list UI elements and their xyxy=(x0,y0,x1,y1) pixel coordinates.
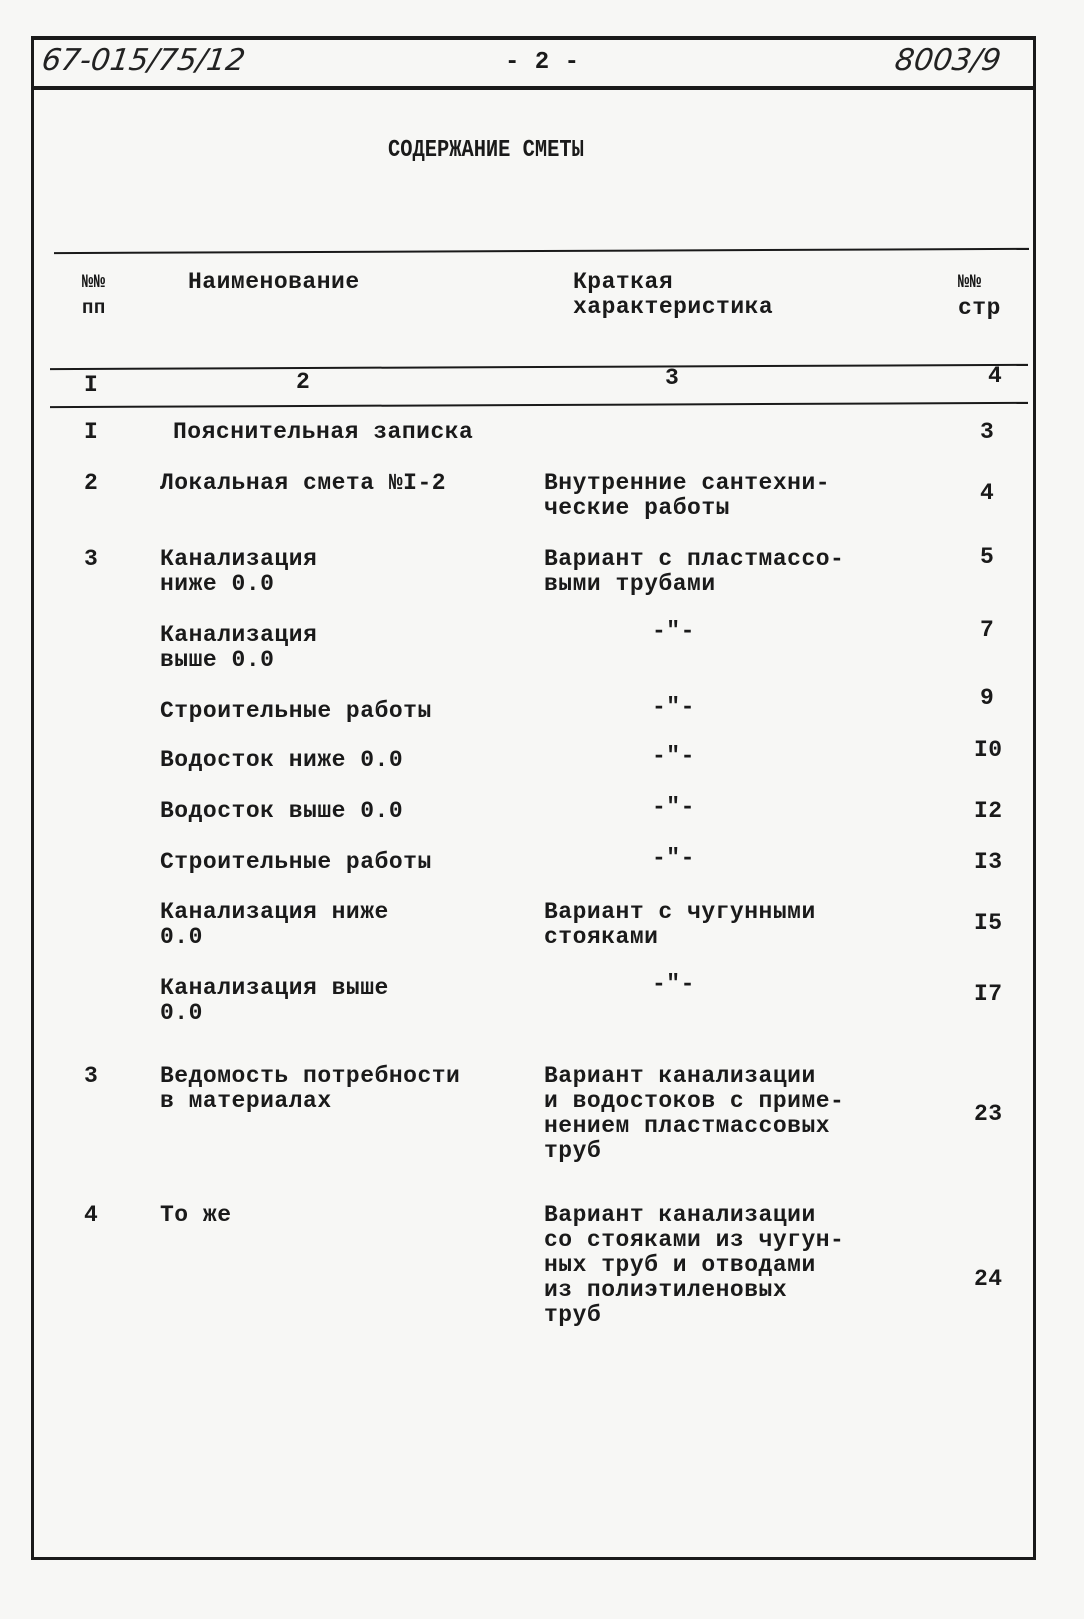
row-description: со стояками из чугун- xyxy=(544,1227,845,1253)
row-number: 3 xyxy=(84,546,99,572)
page-number: - 2 - xyxy=(505,49,580,76)
page-title: СОДЕРЖАНИЕ СМЕТЫ xyxy=(388,137,584,164)
column-index: 3 xyxy=(665,365,680,391)
row-number: 4 xyxy=(84,1202,99,1228)
row-page: 5 xyxy=(980,544,995,570)
row-name: 0.0 xyxy=(160,1000,203,1026)
column-header-desc: Краткая xyxy=(573,269,674,295)
row-name: выше 0.0 xyxy=(160,647,275,673)
row-description: выми трубами xyxy=(544,571,716,597)
ditto-mark: -"- xyxy=(652,618,695,644)
row-page: I5 xyxy=(974,910,1003,936)
ditto-mark: -"- xyxy=(652,794,695,820)
row-name: Водосток ниже 0.0 xyxy=(160,747,404,773)
row-page: 23 xyxy=(974,1101,1003,1127)
row-page: I7 xyxy=(974,981,1003,1007)
row-page: I2 xyxy=(974,798,1003,824)
row-name: ниже 0.0 xyxy=(160,571,275,597)
row-name: Ведомость потребности xyxy=(160,1063,461,1089)
row-description: ческие работы xyxy=(544,495,730,521)
row-number: 2 xyxy=(84,470,99,496)
row-name: Канализация xyxy=(160,622,318,648)
ditto-mark: -"- xyxy=(652,845,695,871)
row-page: 7 xyxy=(980,617,995,643)
row-name: 0.0 xyxy=(160,924,203,950)
row-page: 4 xyxy=(980,480,995,506)
row-description: Вариант с чугунными xyxy=(544,899,816,925)
row-name: Канализация xyxy=(160,546,318,572)
row-page: I0 xyxy=(974,737,1003,763)
row-description: Вариант канализации xyxy=(544,1202,816,1228)
row-page: 9 xyxy=(980,685,995,711)
row-name: Канализация выше xyxy=(160,975,389,1001)
row-number: I xyxy=(84,419,99,445)
row-description: Вариант канализации xyxy=(544,1063,816,1089)
archive-number: 8003/9 xyxy=(892,43,1004,78)
row-description: нением пластмассовых xyxy=(544,1113,831,1139)
row-name: Водосток выше 0.0 xyxy=(160,798,404,824)
row-name: Пояснительная записка xyxy=(173,419,474,445)
column-header-page: №№ xyxy=(958,271,982,293)
row-description: труб xyxy=(544,1138,602,1164)
row-description: Внутренние сантехни- xyxy=(544,470,831,496)
column-index: I xyxy=(84,372,99,398)
row-page: 3 xyxy=(980,419,995,445)
row-description: ных труб и отводами xyxy=(544,1252,816,1278)
row-description: Вариант с пластмассо- xyxy=(544,546,845,572)
row-name: Строительные работы xyxy=(160,698,432,724)
column-index: 2 xyxy=(296,369,311,395)
row-description: и водостоков с приме- xyxy=(544,1088,845,1114)
column-header-page: стр xyxy=(958,295,1001,321)
column-header-num: №№ xyxy=(82,271,106,293)
row-number: 3 xyxy=(84,1063,99,1089)
row-name: Локальная смета №I-2 xyxy=(160,470,447,496)
ditto-mark: -"- xyxy=(652,743,695,769)
ditto-mark: -"- xyxy=(652,971,695,997)
row-name: Строительные работы xyxy=(160,849,432,875)
column-header-num: пп xyxy=(82,297,106,319)
column-header-desc: характеристика xyxy=(573,294,774,320)
row-page: I3 xyxy=(974,849,1003,875)
row-description: из полиэтиленовых xyxy=(544,1277,788,1303)
row-description: труб xyxy=(544,1302,602,1328)
row-name: Канализация ниже xyxy=(160,899,389,925)
document-code: 67-015/75/12 xyxy=(39,43,248,78)
row-name: То же xyxy=(160,1202,232,1228)
header-divider xyxy=(31,86,1036,90)
column-index: 4 xyxy=(988,363,1003,389)
row-name: в материалах xyxy=(160,1088,332,1114)
row-description: стояками xyxy=(544,924,659,950)
column-header-name: Наименование xyxy=(188,269,360,295)
ditto-mark: -"- xyxy=(652,694,695,720)
row-page: 24 xyxy=(974,1266,1003,1292)
